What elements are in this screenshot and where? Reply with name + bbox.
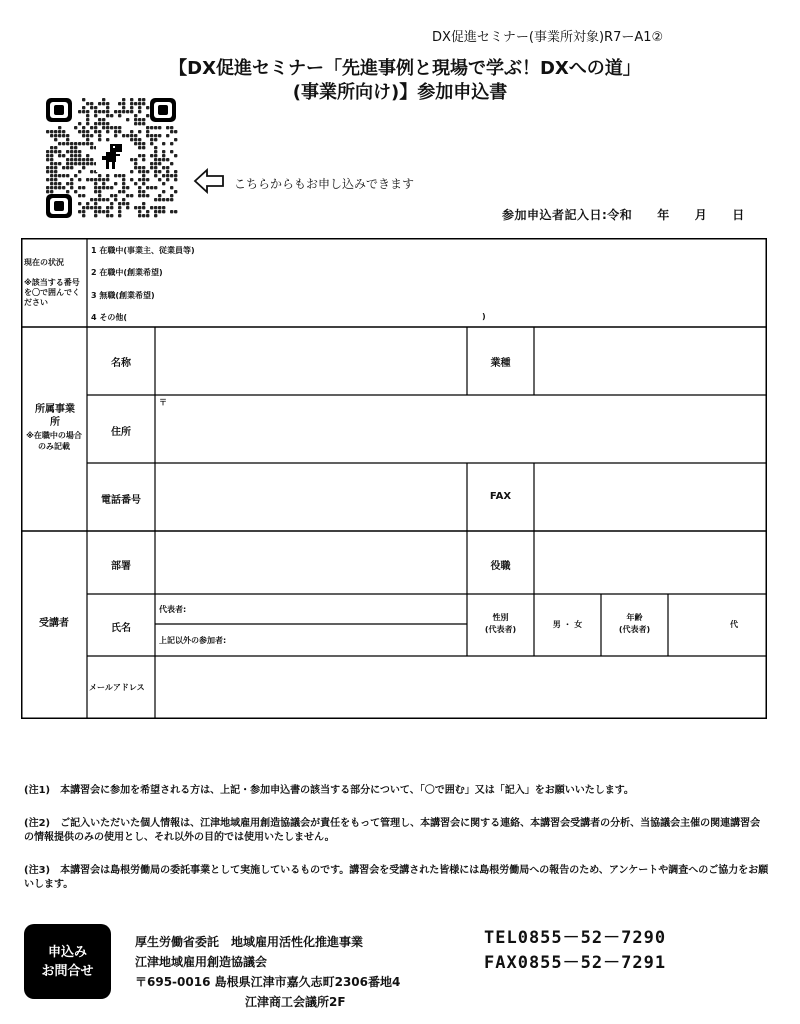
status-option-1[interactable]: 1 在職中(事業主、従業員等) [91, 246, 195, 255]
status-label: 現在の状況 [24, 258, 64, 267]
status-option-4[interactable]: 4 その他( [91, 313, 128, 322]
gender-options[interactable]: 男 ・ 女 [552, 620, 583, 629]
age-field[interactable] [669, 595, 766, 655]
gender-label: 性別 [492, 613, 509, 622]
badge-line-1: 申込み [47, 944, 87, 960]
address-label: 住所 [111, 427, 131, 438]
office-label: 所属事業所 [35, 404, 75, 428]
qr-code-icon[interactable] [44, 96, 178, 220]
attendee-label: 受講者 [39, 618, 69, 629]
note-1: (注1) 本講習会に参加を希望される方は、上記・参加申込書の該当する部分について、「〇で囲む」又は「記入」をお願いいたします。 [24, 785, 634, 796]
age-suffix: 代 [730, 620, 738, 629]
status-option-4-close: ) [482, 312, 486, 321]
age-sublabel: (代表者) [618, 625, 651, 634]
entry-date: 参加申込者記入日:令和 年 月 日 [502, 208, 745, 222]
document-code: DX促進セミナー(事業所対象)R7ーA1② [432, 30, 664, 45]
address-field[interactable] [156, 396, 766, 462]
postal-mark: 〒 [159, 398, 167, 407]
email-field[interactable] [156, 657, 766, 717]
age-label: 年齢 [626, 613, 643, 622]
department-label: 部署 [111, 561, 131, 572]
email-label: メールアドレス [89, 683, 145, 692]
note-2: (注2) ご記入いただいた個人情報は、江津地域雇用創造協議会が責任をもって管理し、本講習会に関する連絡、本講習会受講者の分析、当協議会主催の関連講習会の情報提供のみの使用とし、それ以外の目的では使用いたしません。 [24, 818, 761, 843]
industry-field[interactable] [535, 328, 766, 394]
office-name-label: 名称 [111, 358, 131, 369]
page-title-line2: (事業所向け)】参加申込書 [292, 82, 508, 103]
office-note: ※在職中の場合のみ記載 [26, 431, 82, 451]
representative-label: 代表者: [159, 605, 187, 614]
organizer-line-2: 江津地域雇用創造協議会 [135, 955, 268, 969]
phone-field[interactable] [156, 464, 466, 530]
position-label: 役職 [490, 561, 511, 572]
application-form [21, 238, 767, 719]
department-field[interactable] [156, 532, 466, 593]
note-3: (注3) 本講習会は島根労働局の委託事業として実施しているものです。講習会を受講された皆様には島根労働局への報告のため、アンケートや調査へのご協力をお願いします。 [24, 865, 769, 890]
qr-caption: こちらからもお申し込みできます [234, 177, 415, 191]
organizer-line-1: 厚生労働省委託 地域雇用活性化推進事業 [135, 935, 364, 949]
representative-field[interactable] [156, 595, 466, 623]
status-note: ※該当する番号を〇で囲んでください [24, 278, 80, 307]
other-attendees-field[interactable] [156, 625, 466, 655]
fax-number: FAX0855－52－7291 [484, 953, 667, 973]
phone-label: 電話番号 [101, 495, 141, 506]
status-option-3[interactable]: 3 無職(創業希望) [91, 291, 155, 300]
telephone-number[interactable]: TEL0855－52－7290 [484, 928, 667, 948]
fax-label: FAX [489, 491, 512, 502]
other-attendees-label: 上記以外の参加者: [159, 636, 227, 645]
name-label: 氏名 [111, 623, 131, 634]
contact-badge [24, 924, 111, 999]
contact-numbers [484, 926, 666, 976]
organizer-address: 〒695-0016 島根県江津市嘉久志町2306番地4 [135, 975, 401, 989]
badge-line-2: お問合せ [41, 963, 94, 979]
industry-label: 業種 [490, 358, 511, 369]
left-arrow-icon [193, 168, 225, 194]
status-option-2[interactable]: 2 在職中(創業希望) [91, 268, 163, 277]
fax-field[interactable] [535, 464, 766, 530]
notes-section [24, 784, 769, 911]
office-name-field[interactable] [156, 328, 466, 394]
gender-sublabel: (代表者) [484, 625, 517, 634]
organizer-building: 江津商工会議所2F [245, 995, 346, 1009]
organizer-info [135, 932, 400, 1012]
page-title-line1: 【DX促進セミナー「先進事例と現場で学ぶ！DXへの道」 [169, 58, 641, 79]
position-field[interactable] [535, 532, 766, 593]
